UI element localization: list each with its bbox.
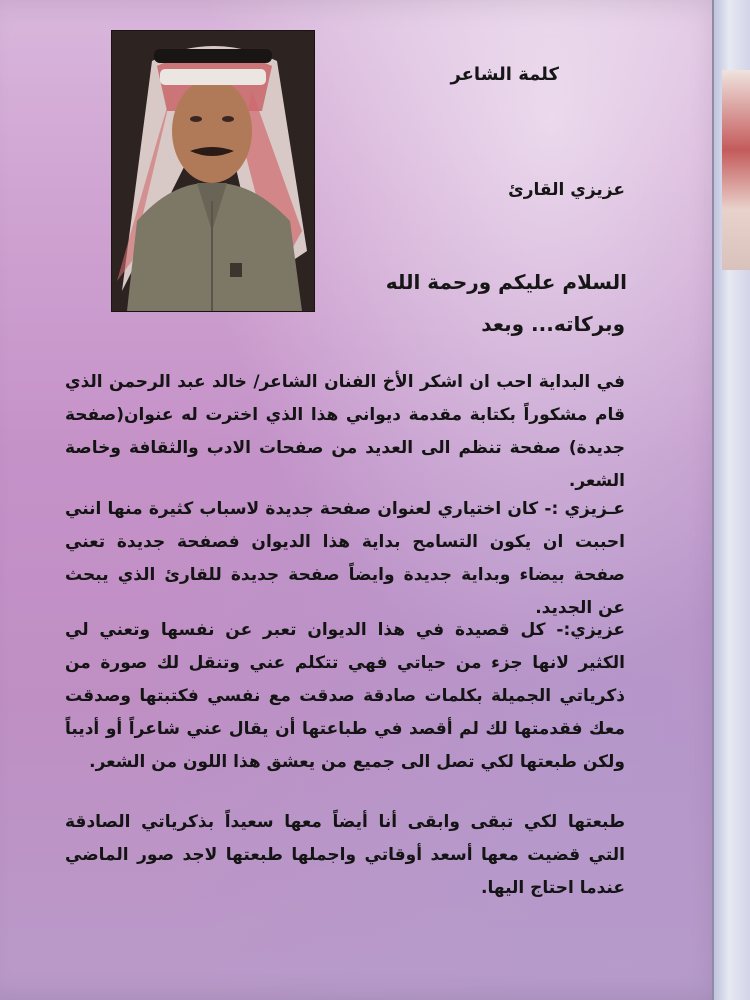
paragraph-poems: [65, 614, 625, 779]
paragraph-title-choice: [65, 493, 625, 625]
greeting-salam: السلام عليكم ورحمة الله: [385, 270, 627, 294]
heading-dear-reader: عزيزي القارئ: [508, 180, 625, 200]
paragraph-title-choice-text: كان اختياري لعنوان صفحة جديدة لاسباب كثيرة منها انني احببت ان يكون التسامح بداية هذا الديوان فصفحة جديدة تعني صفحة بيضاء وبداية جديدة وايضاً صفحة جديدة للقارئ الذي يبحث عن الجديد.: [65, 499, 625, 618]
heading-poet-word: كلمة الشاعر: [450, 64, 559, 85]
paragraph-closing: طبعتها لكي تبقى وابقى أنا أيضاً معها سعيداً بذكرياتي الصادقة التي قضيت معها أسعد أوقاتي واجملها طبعتها لاجد صور الماضي عندما احتاج اليها.: [65, 812, 625, 898]
paragraph-poems-text: كل قصيدة في هذا الديوان تعبر عن نفسها وتعني لي الكثير لانها جزء من حياتي فهي تتكلم عني وتنقل لك صورة من ذكرياتي الجميلة بكلمات صادقة صدقت مع نفسي فكتبتها وصدقت معك فقدمتها لك لم أقصد في طباعتها أن يقال عني شاعراً أو أديباً ولكن طبعتها لكي تصل الى جميع من يعشق هذا اللون من الشعر.: [65, 620, 625, 772]
paragraph-lead-dear: عـزيزي :-: [544, 499, 626, 519]
greeting-baraka: وبركاته... وبعد: [481, 312, 625, 336]
paragraph-thanks: في البداية احب ان اشكر الأخ الفنان الشاعر/ خالد عبد الرحمن الذي قام مشكوراً بكتابة مقدمة ديواني هذا الذي اخترت له عنوان(صفحة جديدة) صفحة تنظم الى العديد من صفحات الادب والثقافة وخاصة الشعر.: [65, 372, 625, 491]
adjacent-page-photo: [722, 70, 750, 270]
poet-portrait-photo: [111, 30, 315, 312]
paragraph-lead-dear-2: عزيزي:-: [556, 620, 626, 640]
portrait-illustration: [112, 31, 314, 311]
